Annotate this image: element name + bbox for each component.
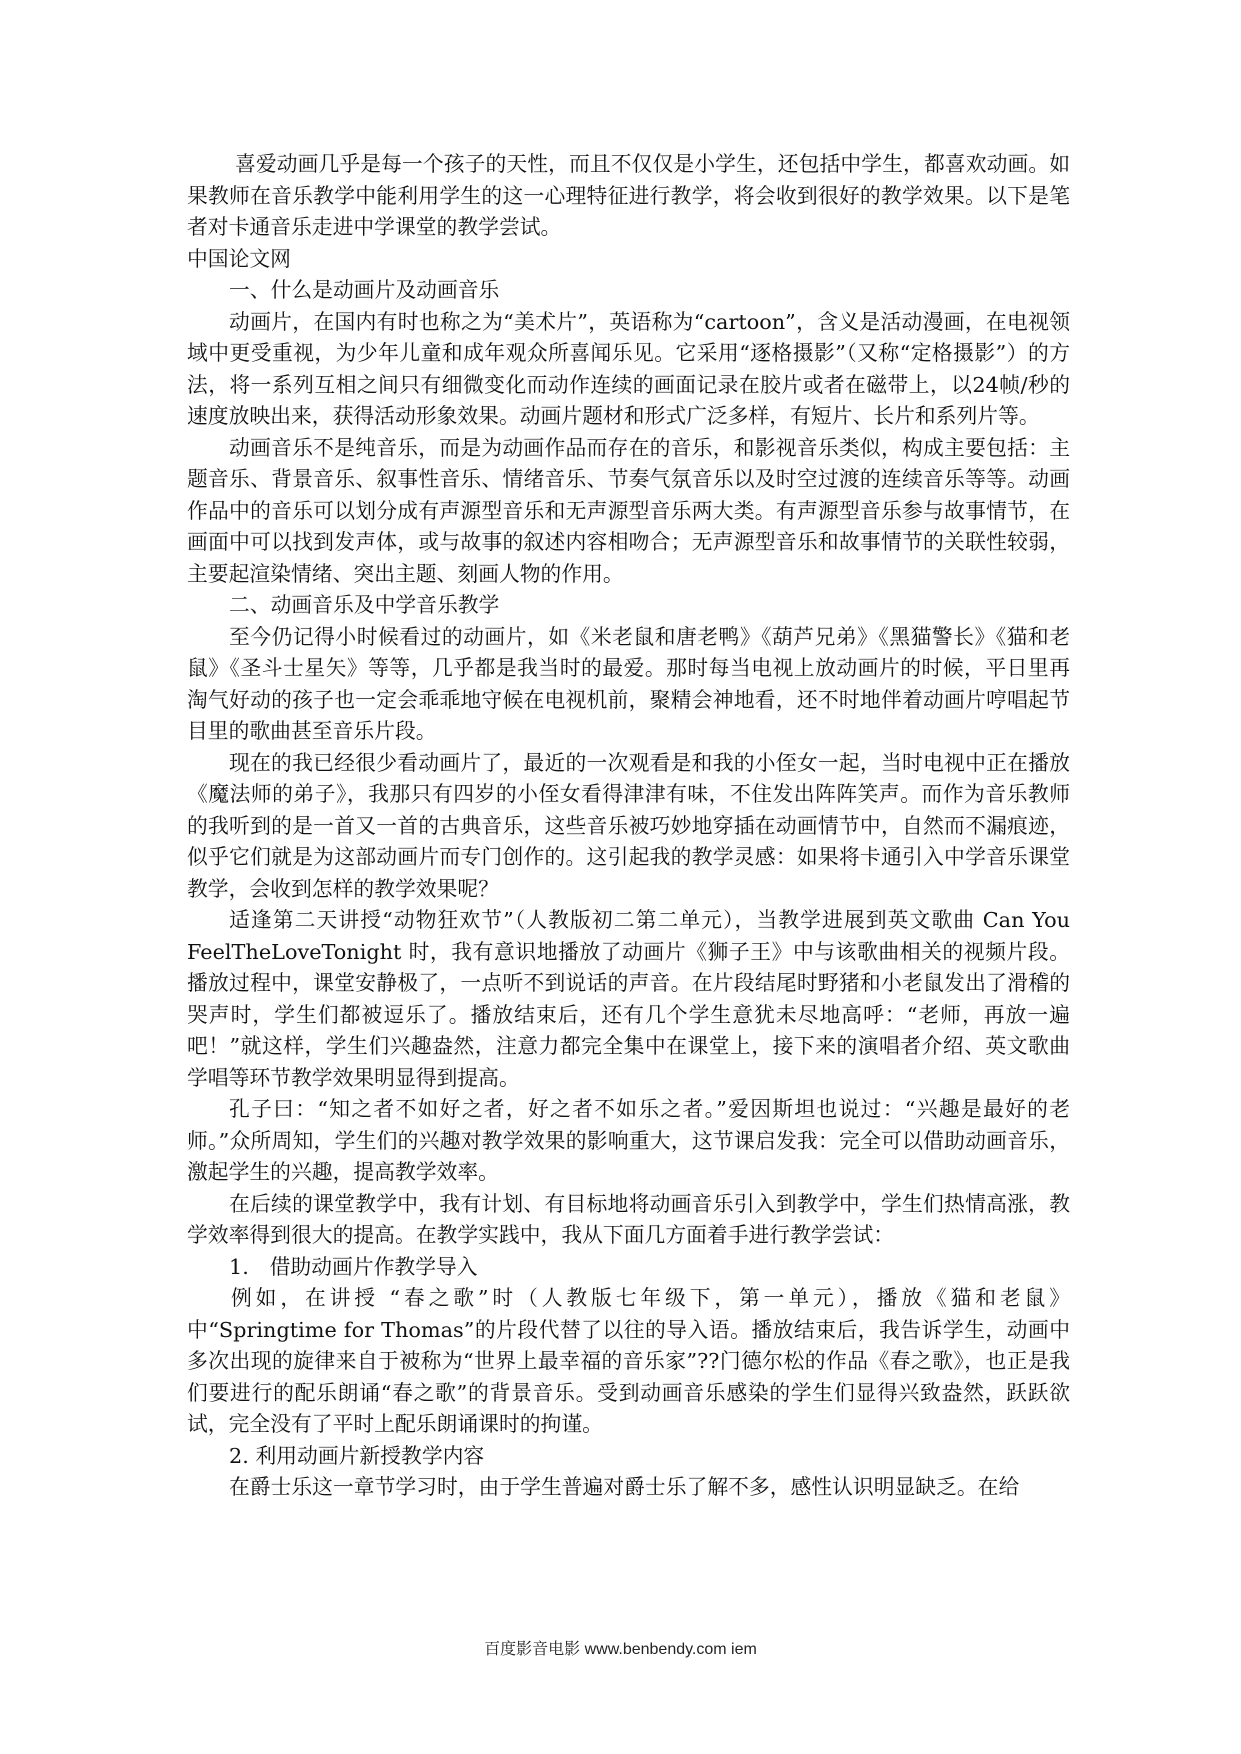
source-label: 中国论文网 bbox=[187, 246, 291, 271]
body-paragraph: 例如，在讲授 “春之歌”时（人教版七年级下，第一单元），播放《猫和老鼠》中“Springtime for Thomas”的片段代替了以往的导入语。播放结束后，我告诉学生，动画中多次出现的旋律来自于被称为“世界上最幸福的音乐家”??门德尔松的作品《春之歌》，也正是我们要进行的配乐朗诵“春之歌”的背景音乐。受到动画音乐感染的学生们显得兴致盎然，跃跃欲试，完全没有了平时上配乐朗诵课时的拘谨。 bbox=[187, 1286, 1070, 1436]
page-footer: 百度影音电影 www.benbendy.com iem bbox=[484, 1641, 757, 1658]
body-paragraph: 在后续的课堂教学中，我有计划、有目标地将动画音乐引入到教学中，学生们热情高涨，教学效率得到很大的提高。在教学实践中，我从下面几方面着手进行教学尝试： bbox=[187, 1191, 1070, 1247]
section-heading-2: 二、动画音乐及中学音乐教学 bbox=[229, 593, 500, 617]
intro-paragraph: 喜爱动画几乎是每一个孩子的天性，而且不仅仅是小学生，还包括中学生，都喜欢动画。如果教师在音乐教学中能利用学生的这一心理特征进行教学，将会收到很好的教学效果。以下是笔者对卡通音乐走进中学课堂的教学尝试。 bbox=[187, 152, 1070, 239]
body-paragraph: 动画音乐不是纯音乐，而是为动画作品而存在的音乐，和影视音乐类似，构成主要包括：主题音乐、背景音乐、叙事性音乐、情绪音乐、节奏气氛音乐以及时空过渡的连续音乐等等。动画作品中的音乐可以划分成有声源型音乐和无声源型音乐两大类。有声源型音乐参与故事情节，在画面中可以找到发声体，或与故事的叙述内容相吻合；无声源型音乐和故事情节的关联性较弱，主要起渲染情绪、突出主题、刻画人物的作用。 bbox=[187, 435, 1070, 586]
body-paragraph: 孔子曰：“知之者不如好之者，好之者不如乐之者。”爱因斯坦也说过：“兴趣是最好的老师。”众所周知，学生们的兴趣对教学效果的影响重大，这节课启发我：完全可以借助动画音乐，激起学生的兴趣，提高教学效率。 bbox=[187, 1097, 1070, 1184]
body-paragraph: 至今仍记得小时候看过的动画片，如《米老鼠和唐老鸭》《葫芦兄弟》《黑猫警长》《猫和老鼠》《圣斗士星矢》等等，几乎都是我当时的最爱。那时每当电视上放动画片的时候，平日里再淘气好动的孩子也一定会乖乖地守候在电视机前，聚精会神地看，还不时地伴着动画片哼唱起节目里的歌曲甚至音乐片段。 bbox=[187, 624, 1070, 743]
body-paragraph: 在爵士乐这一章节学习时，由于学生普遍对爵士乐了解不多，感性认识明显缺乏。在给 bbox=[229, 1475, 1020, 1499]
body-paragraph: 适逢第二天讲授“动物狂欢节”（人教版初二第二单元），当教学进展到英文歌曲 Can You FeelTheLoveTonight 时，我有意识地播放了动画片《狮子王》中与该歌曲相关的视频片段。播放过程中，课堂安静极了，一点听不到说话的声音。在片段结尾时野猪和小老鼠发出了滑稽的哭声时，学生们都被逗乐了。播放结束后，还有几个学生意犹未尽地高呼：“老师，再放一遍吧！”就这样，学生们兴趣盎然，注意力都完全集中在课堂上，接下来的演唱者介绍、英文歌曲学唱等环节教学效果明显得到提高。 bbox=[187, 908, 1070, 1090]
article-body bbox=[187, 149, 1070, 1504]
subsection-heading-2: 2. 利用动画片新授教学内容 bbox=[229, 1443, 485, 1468]
body-paragraph: 现在的我已经很少看动画片了，最近的一次观看是和我的小侄女一起，当时电视中正在播放《魔法师的弟子》，我那只有四岁的小侄女看得津津有味，不住发出阵阵笑声。而作为音乐教师的我听到的是一首又一首的古典音乐，这些音乐被巧妙地穿插在动画情节中，自然而不漏痕迹，似乎它们就是为这部动画片而专门创作的。这引起我的教学灵感：如果将卡通引入中学音乐课堂教学，会收到怎样的教学效果呢？ bbox=[187, 750, 1070, 901]
body-paragraph: 动画片，在国内有时也称之为“美术片”，英语称为“cartoon”，含义是活动漫画，在电视领域中更受重视，为少年儿童和成年观众所喜闻乐见。它采用“逐格摄影”（又称“定格摄影”）的方法，将一系列互相之间只有细微变化而动作连续的画面记录在胶片或者在磁带上，以24帧/秒的速度放映出来，获得活动形象效果。动画片题材和形式广泛多样，有短片、长片和系列片等。 bbox=[187, 309, 1070, 428]
section-heading-1: 一、什么是动画片及动画音乐 bbox=[229, 278, 500, 302]
subsection-heading-1: 1. 借助动画片作教学导入 bbox=[229, 1254, 478, 1279]
